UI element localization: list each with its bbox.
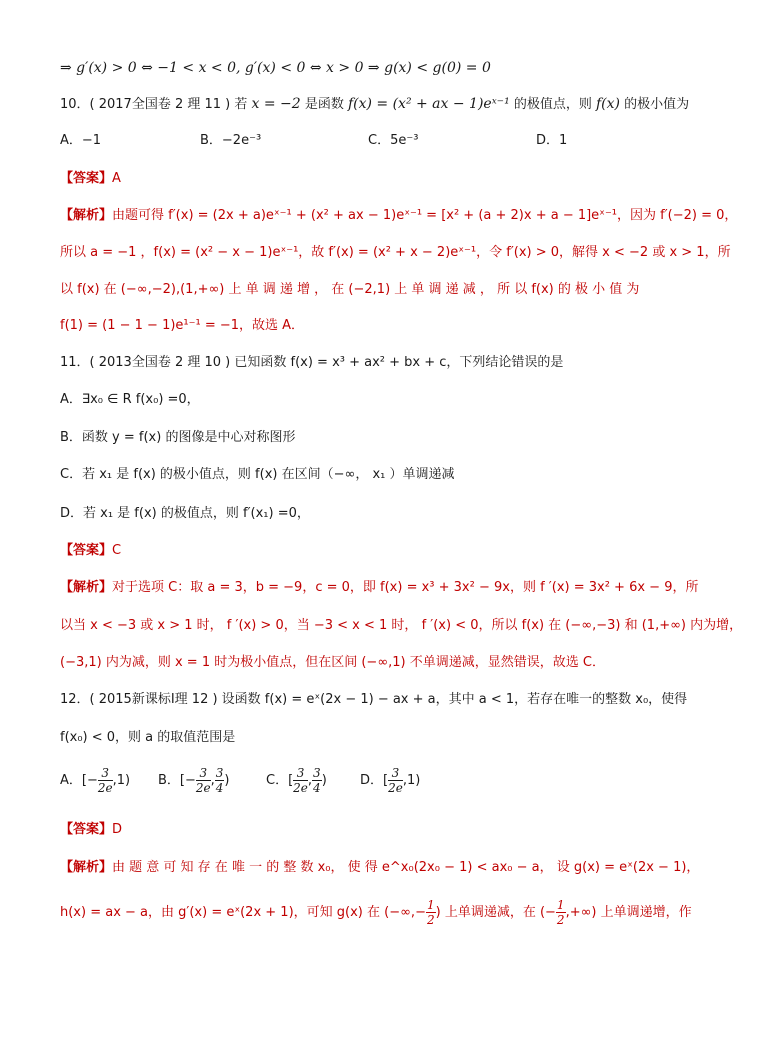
q12-analysis-line-2: h(x) = ax − a，由 g′(x) = eˣ(2x + 1)，可知 g(x) 在 (−∞,− $\frac{1}{2}$ ) 上单调递减，在 (− $\frac{1}{2}$ ,+∞) 上单调递增，作 — [60, 898, 692, 927]
q11-stem: 11．( 2013全国卷 2 理 10 ) 已知函数 f(x) = x³ + ax² + bx + c，下列结论错误的是 — [60, 355, 564, 370]
q10-option-a: A．−1 — [60, 133, 102, 148]
fraction: $\frac{1}{2}$ — [426, 898, 435, 927]
q10-stem: 10．( 2017全国卷 2 理 11 ) 若 x = −2 是函数 f(x) = (x² + ax − 1)eˣ⁻¹ 的极值点，则 f(x) 的极小值为 — [60, 96, 690, 112]
q10-analysis-line-4: f(1) = (1 − 1 − 1)e¹⁻¹ = −1，故选 A． — [60, 318, 305, 333]
q12-option-a: A．[− $\frac{3}{2e}$ ,1) — [60, 766, 131, 795]
q12-answer: 【答案】D — [60, 822, 123, 837]
q12-analysis-line-1: 【解析】由 题 意 可 知 存 在 唯 一 的 整 数 x₀， 使 得 e^x₀(2x₀ − 1) < ax₀ − a， 设 g(x) = eˣ(2x − 1)， — [60, 860, 700, 875]
q11-analysis-line-1: 【解析】对于选项 C：取 a = 3，b = −9，c = 0，即 f(x) = x³ + 3x² − 9x，则 f ′(x) = 3x² + 6x − 9，所 — [60, 580, 699, 595]
q11-option-d: D．若 x₁ 是 f(x) 的极值点，则 f′(x₁) =0， — [60, 506, 310, 521]
q12-stem-line-1: 12．( 2015新课标Ⅰ理 12 ) 设函数 f(x) = eˣ(2x − 1) − ax + a，其中 a < 1，若存在唯一的整数 x₀，使得 — [60, 692, 688, 707]
fraction: $\frac{3}{2e}$ — [97, 766, 113, 795]
fraction: $\frac{3}{4}$ — [313, 766, 321, 795]
fraction: $\frac{1}{2}$ — [556, 898, 565, 927]
q10-option-b: B．−2e⁻³ — [200, 133, 262, 148]
q10-analysis-line-1: 【解析】由题可得 f′(x) = (2x + a)eˣ⁻¹ + (x² + ax − 1)eˣ⁻¹ = [x² + (a + 2)x + a − 1]eˣ⁻¹，因为 f′(−2) = 0， — [60, 208, 738, 223]
q12-option-b: B．[− $\frac{3}{2e}$ , $\frac{3}{4}$ ) — [158, 766, 230, 795]
fraction: $\frac{3}{2e}$ — [388, 766, 403, 795]
q10-analysis-line-3: 以 f(x) 在 (−∞,−2),(1,+∞) 上 单 调 递 增 ， 在 (−2,1) 上 单 调 递 减 ， 所 以 f(x) 的 极 小 值 为 — [60, 282, 640, 297]
q10-analysis-line-2: 所以 a = −1 ，f(x) = (x² − x − 1)eˣ⁻¹，故 f′(x) = (x² + x − 2)eˣ⁻¹，令 f′(x) > 0，解得 x < −2 或 x > 1，所 — [60, 245, 731, 260]
q10-answer: 【答案】A — [60, 171, 121, 186]
q11-option-b: B．函数 y = f(x) 的图像是中心对称图形 — [60, 430, 296, 445]
q12-option-d: D．[ $\frac{3}{2e}$ ,1) — [360, 766, 421, 795]
q11-option-a: A．∃x₀ ∈ R f(x₀) =0， — [60, 392, 200, 407]
q10-option-c: C．5e⁻³ — [368, 133, 419, 148]
q10-option-d: D．1 — [536, 133, 568, 148]
q11-option-c: C．若 x₁ 是 f(x) 的极小值点，则 f(x) 在区间（−∞， x₁ ）单调递减 — [60, 467, 455, 482]
fraction: $\frac{3}{4}$ — [215, 766, 224, 795]
q10-options — [60, 131, 567, 151]
q11-answer: 【答案】C — [60, 543, 122, 558]
fraction: $\frac{3}{2e}$ — [195, 766, 211, 795]
q11-analysis-line-2: 以当 x < −3 或 x > 1 时， f ′(x) > 0，当 −3 < x < 1 时， f ′(x) < 0，所以 f(x) 在 (−∞,−3) 和 (1,+∞) 内为增， — [60, 618, 743, 633]
derivation-line: ⇒ g′(x) > 0 ⇔ −1 < x < 0, g′(x) < 0 ⇔ x > 0 ⇒ g(x) < g(0) = 0 — [60, 60, 491, 76]
q12-stem-line-2: f(x₀) < 0，则 a 的取值范围是 — [60, 730, 236, 745]
fraction: $\frac{3}{2e}$ — [293, 766, 308, 795]
q12-option-c: C．[ $\frac{3}{2e}$ , $\frac{3}{4}$ ) — [266, 766, 327, 795]
q11-analysis-line-3: (−3,1) 内为减，则 x = 1 时为极小值点，但在区间 (−∞,1) 不单调递减，显然错误，故选 C． — [60, 655, 605, 670]
q12-options — [60, 764, 420, 800]
